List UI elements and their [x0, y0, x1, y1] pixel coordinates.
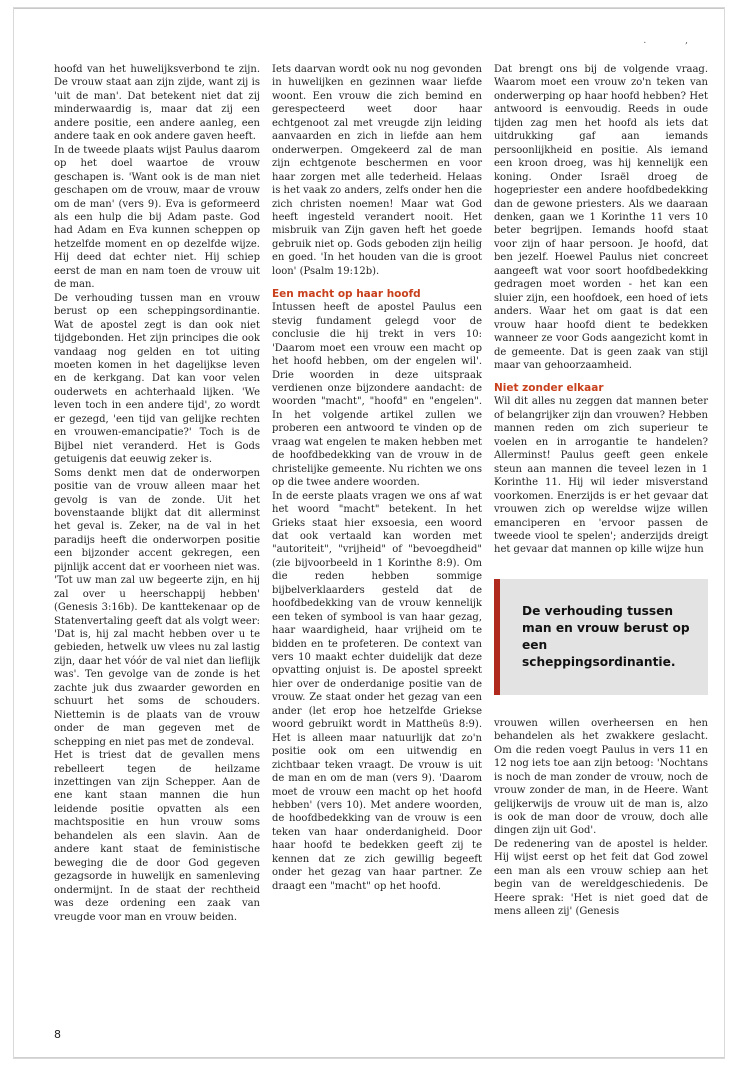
page-number: 8	[54, 1028, 61, 1041]
column-3	[494, 63, 708, 919]
paragraph: In de eerste plaats vragen we ons af wat het woord "macht" betekent. In het Grieks staat hier exsoesia, een woord dat ook vertaald kan worden met "autoriteit", "vrijheid" of "bevoegdheid" (zie bijvoorbeeld in 1 Korinthe 8:9). Om die reden hebben sommige bijbelverklaarders gesteld dat de hoofdbedekking van de vrouw kennelijk een teken of symbool is van haar gezag, haar waardigheid, haar vrijheid om te bidden en te profeteren. De context van vers 10 maakt echter duidelijk dat deze opvatting onjuist is. De apostel spreekt hier over de onderdanige positie van de vrouw. Ze staat onder het gezag van een ander (let erop hoe hetzelfde Griekse woord gebruikt wordt in Mattheüs 8:9). Het is alleen maar natuurlijk dat zo'n positie ook om een uitwendig en zichtbaar teken vraagt. De vrouw is uit de man en om de man (vers 9). 'Daarom moet de vrouw een macht op het hoofd hebben' (vers 10). Met andere woorden, de hoofdbedekking van de vrouw is een teken van haar onderdanigheid. Door haar hoofd te bedekken geeft zij te kennen dat ze zich gewillig begeeft onder het gezag van haar partner. Ze draagt een "macht" op het hoofd.	[272, 490, 482, 892]
paragraph: De redenering van de apostel is helder. Hij wijst eerst op het feit dat God zowel een man als een vrouw schiep aan het begin van de wereldgeschiedenis. De Heere sprak: 'Het is niet goed dat de mens alleen zij' (Genesis	[494, 838, 708, 918]
paragraph: Dat brengt ons bij de volgende vraag. Waarom moet een vrouw zo'n teken van onderwerping op haar hoofd hebben? Het antwoord is eenvoudig. Reeds in oude tijden zag men het hoofd als iets dat uitdrukking gaf aan iemands persoonlijkheid en positie. Als iemand een kroon droeg, was hij kennelijk een koning. Onder Israël droeg de hogepriester een andere hoofdbedekking dan de gewone priesters. Als we daaraan denken, gaan we 1 Korinthe 11 vers 10 beter begrijpen. Iemands hoofd staat voor zijn of haar persoon. Je hoofd, dat ben jezelf. Hoewel Paulus niet concreet aangeeft wat voor soort hoofdbedekking gedragen moet worden - het kan een sluier zijn, een hoofdoek, een hoed of iets anders. Waar het om gaat is dat een vrouw haar hoofd dient te bedekken wanneer ze voor Gods aangezicht komt in de gemeente. Dat is geen zaak van stijl maar van gehoorzaamheid.	[494, 64, 708, 371]
paragraph: Iets daarvan wordt ook nu nog gevonden in huwelijken en gezinnen waar liefde woont. Een vrouw die zich bemind en gerespecteerd weet door haar echtgenoot zal met vreugde zijn leiding aanvaarden en zich in liefde aan hem onderwerpen. Omgekeerd zal de man zijn echtgenote beschermen en voor haar zorgen met alle tederheid. Helaas is het vaak zo anders, zelfs onder hen die zich christen noemen! Maar wat God heeft ingesteld verandert nooit. Het misbruik van Zijn gaven heft het goede gebruik niet op. Gods geboden zijn heilig en goed. 'In het houden van die is groot loon' (Psalm 19:12b).	[272, 64, 482, 277]
column-2	[272, 63, 482, 893]
paragraph: Soms denkt men dat de onderworpen positie van de vrouw alleen maar het gevolg is van de zonde. Uit het bovenstaande blijkt dat dit allerminst het geval is. Zeker, na de val in het paradijs heeft die onderworpen positie een bijzonder accent gekregen, een pijnlijk accent dat er voorheen niet was. 'Tot uw man zal uw begeerte zijn, en hij zal over u heerschappij hebben' (Genesis 3:16b). De kanttekenaar op de Statenvertaling geeft dat als volgt weer: 'Dat is, hij zal macht hebben over u te gebieden, hetwelk uw vlees nu zal lastig zijn, daar het vóór de val niet dan lieflijk was'. Ten gevolge van de zonde is het zachte juk dus zwaarder geworden en schuurt het soms de schouders. Niettemin is de plaats van de vrouw onder de man gegeven met de schepping en niet pas met de zondeval.	[54, 467, 260, 748]
paragraph: Het is triest dat de gevallen mens rebelleert tegen de heilzame inzettingen van zijn Schepper. Aan de ene kant staan mannen die hun leidende positie opvatten als een machtspositie en hun vrouw soms behandelen als een slavin. Aan de andere kant staat de feministische beweging die de door God gegeven gezagsorde in huwelijk en samenleving ondermijnt. In de staat der rechtheid was deze ordening een zaak van vreugde voor man en vrouw beiden.	[54, 750, 260, 923]
top-rule	[14, 8, 724, 9]
magazine-page	[14, 8, 724, 1058]
paragraph: De verhouding tussen man en vrouw berust op een scheppingsordinantie. Wat de apostel zegt is dan ook niet tijdgebonden. Het zijn principes die ook vandaag nog gelden en tot uiting moeten komen in het dagelijkse leven en de kerkgang. Dat kan voor velen ouderwets en achterhaald lijken. 'We leven toch in een andere tijd', zo wordt er gezegd, 'een tijd van gelijke rechten en vrouwen-emancipatie?' Toch is de Bijbel niet veranderd. Het is Gods getuigenis dat eeuwig zeker is.	[54, 292, 260, 466]
pull-quote: De verhouding tussen man en vrouw berust op een scheppingsordinantie.	[494, 579, 708, 695]
paragraph: Intussen heeft de apostel Paulus een stevig fundament gelegd voor de conclusie die hij trekt in vers 10: 'Daarom moet een vrouw een macht op het hoofd hebben, om der engelen wil'. Drie woorden in deze uitspraak verdienen onze bijzondere aandacht: de woorden "macht", "hoofd" en "engelen". In het volgende artikel zullen we proberen een antwoord te vinden op de vraag wat engelen te maken hebben met de hoofdbedekking van de vrouw in de christelijke gemeente. Nu richten we ons op die twee andere woorden.	[272, 302, 482, 489]
paragraph: In de tweede plaats wijst Paulus daarom op het doel waartoe de vrouw geschapen is. 'Want ook is de man niet geschapen om de vrouw, maar de vrouw om de man' (vers 9). Eva is geformeerd als een hulp die bij Adam paste. God had Adam en Eva kunnen scheppen op hetzelfde moment en op dezelfde wijze. Hij deed dat echter niet. Hij schiep eerst de man en nam toen de vrouw uit de man.	[54, 144, 260, 291]
paragraph: hoofd van het huwelijksverbond te zijn. De vrouw staat aan zijn zijde, want zij is 'uit de man'. Dat betekent niet dat zij minderwaardig is, maar dat zij een andere positie, een andere aanleg, een andere taak en ook andere gaven heeft.	[54, 64, 260, 143]
column-1	[54, 63, 260, 924]
paragraph: Wil dit alles nu zeggen dat mannen beter of belangrijker zijn dan vrouwen? Hebben mannen reden om zich superieur te voelen en in arrogantie te handelen? Allerminst! Paulus geeft geen enkele steun aan mannen die teveel lezen in 1 Korinthe 11. Hij wil ieder misverstand voorkomen. Enerzijds is er het gevaar dat vrouwen zich op wereldse wijze willen emanciperen en 'ervoor passen de tweede viool te spelen'; anderzijds dreigt het gevaar dat mannen op kille wijze hun	[494, 396, 708, 556]
section-heading: Een macht op haar hoofd	[272, 288, 421, 301]
paragraph: vrouwen willen overheersen en hen behandelen als het zwakkere geslacht. Om die reden voegt Paulus in vers 11 en 12 nog iets toe aan zijn betoog: 'Nochtans is noch de man zonder de vrouw, noch de vrouw zonder de man, in de Heere. Want gelijkerwijs de vrouw uit de man is, alzo is ook de man door de vrouw, doch alle dingen zijn uit God'.	[494, 717, 708, 837]
bottom-rule	[14, 1057, 724, 1058]
corner-marks: . ,	[643, 36, 706, 46]
section-heading: Niet zonder elkaar	[494, 382, 604, 395]
